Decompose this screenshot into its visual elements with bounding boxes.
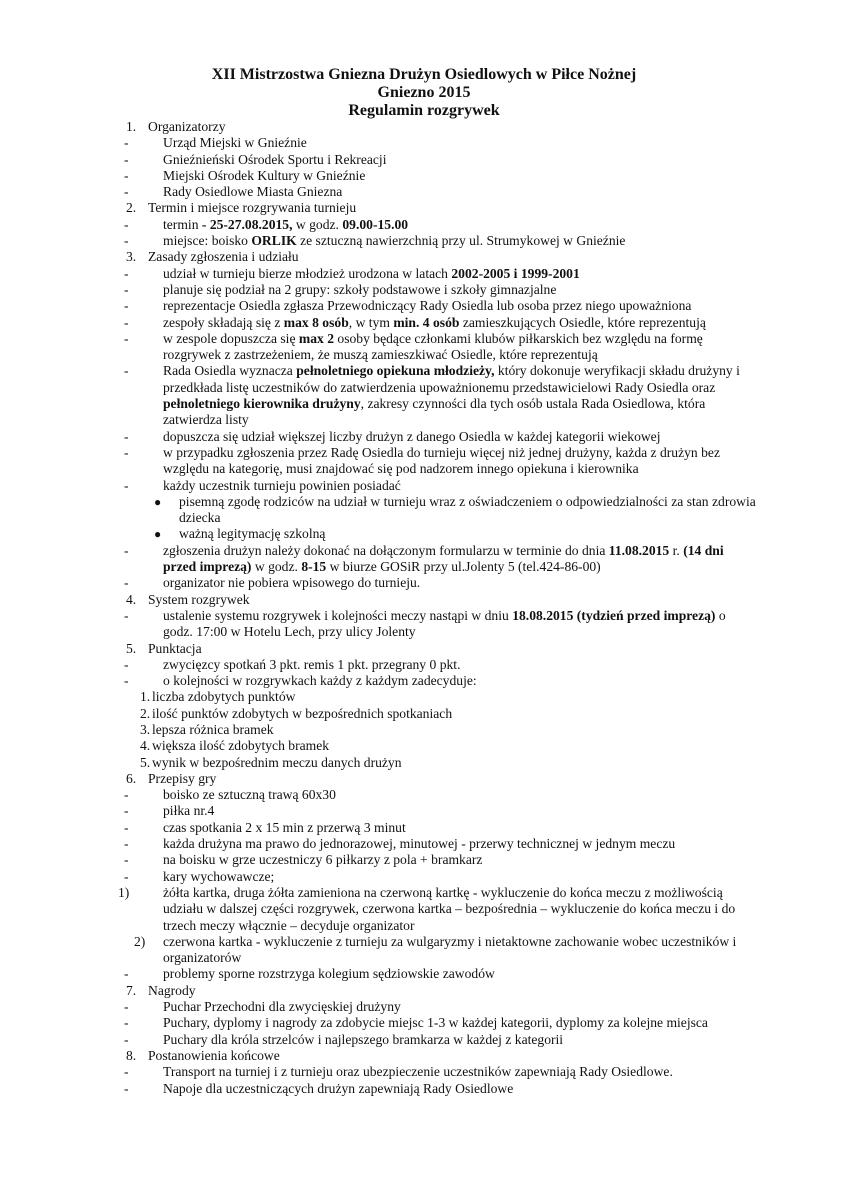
bold-text: (14 dni przed imprezą) xyxy=(163,542,724,575)
dash-marker: - xyxy=(124,1031,129,1047)
list-item xyxy=(118,217,758,233)
section-heading xyxy=(118,592,758,608)
list-item xyxy=(118,820,758,836)
item-text: Miejski Ośrodek Kultury w Gnieźnie xyxy=(163,167,366,183)
item-text: planuje się podział na 2 grupy: szkoły podstawowe i szkoły gimnazjalne xyxy=(163,281,557,297)
item-text: czas spotkania 2 x 15 min z przerwą 3 minut xyxy=(163,819,406,835)
list-item xyxy=(118,478,758,494)
item-text: Puchary, dyplomy i nagrody za zdobycie miejsc 1-3 w każdej kategorii, dyplomy za kolejne miejsca xyxy=(163,1015,708,1031)
text-run: miejsce: boisko xyxy=(163,233,252,249)
rules-content xyxy=(118,119,758,1097)
text-run: w godz. xyxy=(251,559,302,575)
section-title: Termin i miejsce rozgrywania turnieju xyxy=(148,200,357,216)
dash-marker: - xyxy=(124,233,129,249)
dash-marker: - xyxy=(124,184,129,200)
section-number: 2. xyxy=(126,200,137,216)
bold-text: max 2 xyxy=(298,330,335,346)
item-text: Napoje dla uczestniczących drużyn zapewniają Rady Osiedlowe xyxy=(163,1080,514,1096)
dash-marker: - xyxy=(124,167,129,183)
section-heading xyxy=(118,983,758,999)
item-text: czerwona kartka - wykluczenie z turnieju za wulgaryzmy i nietaktowne zachowanie wobec uczestników i organizatorów xyxy=(163,933,737,966)
item-text: Urząd Miejski w Gnieźnie xyxy=(163,135,307,151)
section-title: Zasady zgłoszenia i udziału xyxy=(148,249,299,265)
item-number: 1) xyxy=(118,884,130,900)
bold-text: pełnoletniego kierownika drużyny xyxy=(163,396,361,412)
dash-marker: - xyxy=(124,1080,129,1096)
text-run: ustalenie systemu rozgrywek i kolejności meczy nastąpi w dniu xyxy=(163,607,513,623)
dash-marker: - xyxy=(124,281,129,297)
section-title: Organizatorzy xyxy=(148,119,226,134)
bold-text: pełnoletniego opiekuna młodzieży, xyxy=(296,363,495,379)
list-item xyxy=(118,787,758,803)
section-title: Postanowienia końcowe xyxy=(148,1047,280,1063)
item-text: zwycięzcy spotkań 3 pkt. remis 1 pkt. przegrany 0 pkt. xyxy=(163,656,461,672)
dash-marker: - xyxy=(124,999,129,1015)
bold-text: 18.08.2015 (tydzień przed imprezą) xyxy=(512,607,716,623)
text-run: osoby będące członkami klubów piłkarskich bez względu na formę rozgrywek z zastrzeżeniem, że muszą zamieszkiwać Osiedle, które reprezentują xyxy=(163,330,703,363)
dash-marker: - xyxy=(124,607,129,623)
text-run: w biurze GOSiR przy ul.Jolenty 5 (tel.424-86-00) xyxy=(326,559,601,575)
list-item xyxy=(118,135,758,151)
section-heading xyxy=(118,771,758,787)
item-text: Puchary dla króla strzelców i najlepszego bramkarza w każdej z kategorii xyxy=(163,1031,564,1047)
item-text: większa ilość zdobytych bramek xyxy=(152,738,330,754)
item-text: Rady Osiedlowe Miasta Gniezna xyxy=(163,184,343,200)
dash-marker: - xyxy=(124,444,129,460)
dash-marker: - xyxy=(124,852,129,868)
list-item xyxy=(118,233,758,249)
dash-marker: - xyxy=(124,803,129,819)
text-run: w godz. xyxy=(292,216,343,232)
dash-marker: - xyxy=(124,330,129,346)
item-text: każda drużyna ma prawo do jednorazowej, minutowej - przerwy technicznej w jednym meczu xyxy=(163,836,676,852)
document-subtitle-city-year: Gniezno 2015 xyxy=(377,84,471,101)
numbered-item xyxy=(118,689,758,705)
section-number: 7. xyxy=(126,982,137,998)
list-item xyxy=(118,657,758,673)
text-run: r. xyxy=(669,542,684,558)
section-heading xyxy=(118,641,758,657)
bold-text: 2002-2005 i 1999-2001 xyxy=(451,265,580,281)
text-run: ze sztuczną nawierzchnią przy ul. Strumykowej w Gnieźnie xyxy=(296,233,626,249)
item-number: 4. xyxy=(140,738,151,754)
list-item xyxy=(118,445,758,478)
item-text: reprezentacje Osiedla zgłasza Przewodniczący Rady Osiedla lub osoba przez niego upoważniona xyxy=(163,298,692,314)
text-run: zamieszkujących Osiedle, które reprezentują xyxy=(459,314,706,330)
text-run: udział w turnieju bierze młodzież urodzona w latach xyxy=(163,265,452,281)
text-run: który dokonuje weryfikacji składu drużyny i przedkłada listę uczestników do zatwierdzenia upoważnionemu przedstawicielowi Rady Osiedla oraz xyxy=(163,363,740,395)
bold-text: 8-15 xyxy=(301,559,327,575)
dash-marker: - xyxy=(124,363,129,379)
list-item xyxy=(118,575,758,591)
item-text: Transport na turniej i z turnieju oraz ubezpieczenie uczestników zapewniają Rady Osiedlowe. xyxy=(163,1064,673,1080)
dash-marker: - xyxy=(124,428,129,444)
section-number: 8. xyxy=(126,1047,137,1063)
list-item xyxy=(118,869,758,885)
bold-text: max 8 osób xyxy=(283,314,349,330)
item-text: boisko ze sztuczną trawą 60x30 xyxy=(163,787,336,803)
text-run: , zakresy czynności dla tych osób ustala Rada Osiedlowa, która zatwierdza listy xyxy=(163,396,706,428)
list-item xyxy=(118,543,758,576)
list-item xyxy=(118,803,758,819)
numbered-item xyxy=(118,706,758,722)
item-text: na boisku w grze uczestniczy 6 piłkarzy z pola + bramkarz xyxy=(163,852,483,868)
item-text: Puchar Przechodni dla zwycięskiej drużyny xyxy=(163,999,401,1015)
dash-marker: - xyxy=(124,673,129,689)
item-text: piłka nr.4 xyxy=(163,803,215,819)
dash-marker: - xyxy=(124,868,129,884)
text-run: Rada Osiedla wyznacza xyxy=(163,363,297,379)
section-title: System rozgrywek xyxy=(148,591,250,607)
penalty-item xyxy=(118,934,758,967)
section-heading xyxy=(118,200,758,216)
dash-marker: - xyxy=(124,656,129,672)
bold-text: - 25-27.08.2015, xyxy=(201,216,293,232)
item-number: 5. xyxy=(140,754,151,770)
dash-marker: - xyxy=(124,216,129,232)
item-number: 1. xyxy=(140,689,151,705)
list-item xyxy=(118,673,758,689)
item-text: ilość punktów zdobytych w bezpośrednich spotkaniach xyxy=(152,705,453,721)
item-text: pisemną zgodę rodziców na udział w turnieju wraz z oświadczeniem o odpowiedzialności za stan zdrowia dziecka xyxy=(179,493,756,526)
list-item xyxy=(118,266,758,282)
section-number: 3. xyxy=(126,249,137,265)
section-title: Przepisy gry xyxy=(148,770,217,786)
dash-marker: - xyxy=(124,787,129,803)
section-title: Nagrody xyxy=(148,982,196,998)
bold-text: ORLIK xyxy=(251,233,297,249)
item-text: problemy sporne rozstrzyga kolegium sędziowskie zawodów xyxy=(163,966,495,982)
dash-marker: - xyxy=(124,1064,129,1080)
dash-marker: - xyxy=(124,1015,129,1031)
list-item xyxy=(118,315,758,331)
dash-marker: - xyxy=(124,966,129,982)
section-number: 1. xyxy=(126,119,137,134)
item-text: lepsza różnica bramek xyxy=(152,721,274,737)
item-number: 2. xyxy=(140,705,151,721)
item-number: 2) xyxy=(134,933,146,949)
item-text: w przypadku zgłoszenia przez Radę Osiedla do turnieju więcej niż jednej drużyny, każda z drużyn bez względu na kategorię, musi znajdować się pod nadzorem innego opiekuna i kierownika xyxy=(163,444,720,477)
dash-marker: - xyxy=(124,477,129,493)
dash-marker: - xyxy=(124,298,129,314)
bold-text: 11.08.2015 xyxy=(608,542,670,558)
dash-marker: - xyxy=(124,575,129,591)
text-run: zgłoszenia drużyn należy dokonać na dołączonym formularzu w terminie do dnia xyxy=(163,542,609,558)
item-number: 3. xyxy=(140,721,151,737)
text-run: w zespole dopuszcza się xyxy=(163,330,299,346)
dash-marker: - xyxy=(124,542,129,558)
dash-marker: - xyxy=(124,314,129,330)
dash-marker: - xyxy=(124,151,129,167)
list-item xyxy=(118,1081,758,1097)
list-item xyxy=(118,282,758,298)
list-item xyxy=(118,852,758,868)
list-item xyxy=(118,999,758,1015)
bullet-icon: ● xyxy=(154,527,162,542)
dash-marker: - xyxy=(124,265,129,281)
item-text: żółta kartka, druga żółta zamieniona na czerwoną kartkę - wykluczenie do końca meczu z możliwością udziału w dalszej części rozgrywek, czerwona kartka – bezpośrednia – wykluczenie do końca meczu i do trzech meczy włącznie – decyduje organizator xyxy=(163,884,736,933)
item-text: liczba zdobytych punktów xyxy=(152,689,296,705)
list-item xyxy=(118,1032,758,1048)
list-item xyxy=(118,836,758,852)
section-heading xyxy=(118,249,758,265)
bullet-item xyxy=(118,494,758,527)
bold-text: 09.00-15.00 xyxy=(342,216,409,232)
list-item xyxy=(118,966,758,982)
document-title: XII Mistrzostwa Gniezna Drużyn Osiedlowych w Piłce Nożnej xyxy=(211,66,637,83)
list-item xyxy=(118,429,758,445)
section-number: 5. xyxy=(126,640,137,656)
numbered-item xyxy=(118,755,758,771)
section-heading xyxy=(118,119,758,135)
item-text: wynik w bezpośrednim meczu danych drużyn xyxy=(152,754,402,770)
item-text: organizator nie pobiera wpisowego do turnieju. xyxy=(163,575,421,591)
item-text: ważną legitymację szkolną xyxy=(179,526,326,542)
item-text: dopuszcza się udział większej liczby drużyn z danego Osiedla w każdej kategorii wiekowej xyxy=(163,428,661,444)
item-text: kary wychowawcze; xyxy=(163,868,275,884)
title-block xyxy=(0,66,848,120)
section-title: Punktacja xyxy=(148,640,202,656)
section-number: 6. xyxy=(126,770,137,786)
list-item xyxy=(118,1064,758,1080)
text-run: o godz. 17:00 w Hotelu Lech, przy ulicy Jolenty xyxy=(163,607,726,640)
item-text: każdy uczestnik turnieju powinien posiadać xyxy=(163,477,401,493)
list-item xyxy=(118,363,758,428)
list-item xyxy=(118,184,758,200)
dash-marker: - xyxy=(124,135,129,151)
list-item xyxy=(118,298,758,314)
section-heading xyxy=(118,1048,758,1064)
penalty-item xyxy=(118,885,758,934)
bullet-icon: ● xyxy=(154,494,162,509)
text-run: zespoły składają się z xyxy=(163,314,284,330)
list-item xyxy=(118,608,758,641)
bold-text: min. 4 osób xyxy=(393,314,460,330)
numbered-item xyxy=(118,738,758,754)
text-run: termin xyxy=(163,216,202,232)
list-item xyxy=(118,331,758,364)
numbered-item xyxy=(118,722,758,738)
dash-marker: - xyxy=(124,836,129,852)
list-item xyxy=(118,168,758,184)
section-number: 4. xyxy=(126,591,137,607)
list-item xyxy=(118,1015,758,1031)
item-text: Gnieźnieński Ośrodek Sportu i Rekreacji xyxy=(163,151,387,167)
text-run: , w tym xyxy=(348,314,394,330)
dash-marker: - xyxy=(124,819,129,835)
document-subtitle-rules: Regulamin rozgrywek xyxy=(348,102,500,119)
list-item xyxy=(118,152,758,168)
item-text: o kolejności w rozgrywkach każdy z każdym zadecyduje: xyxy=(163,673,477,689)
bullet-item xyxy=(118,526,758,542)
